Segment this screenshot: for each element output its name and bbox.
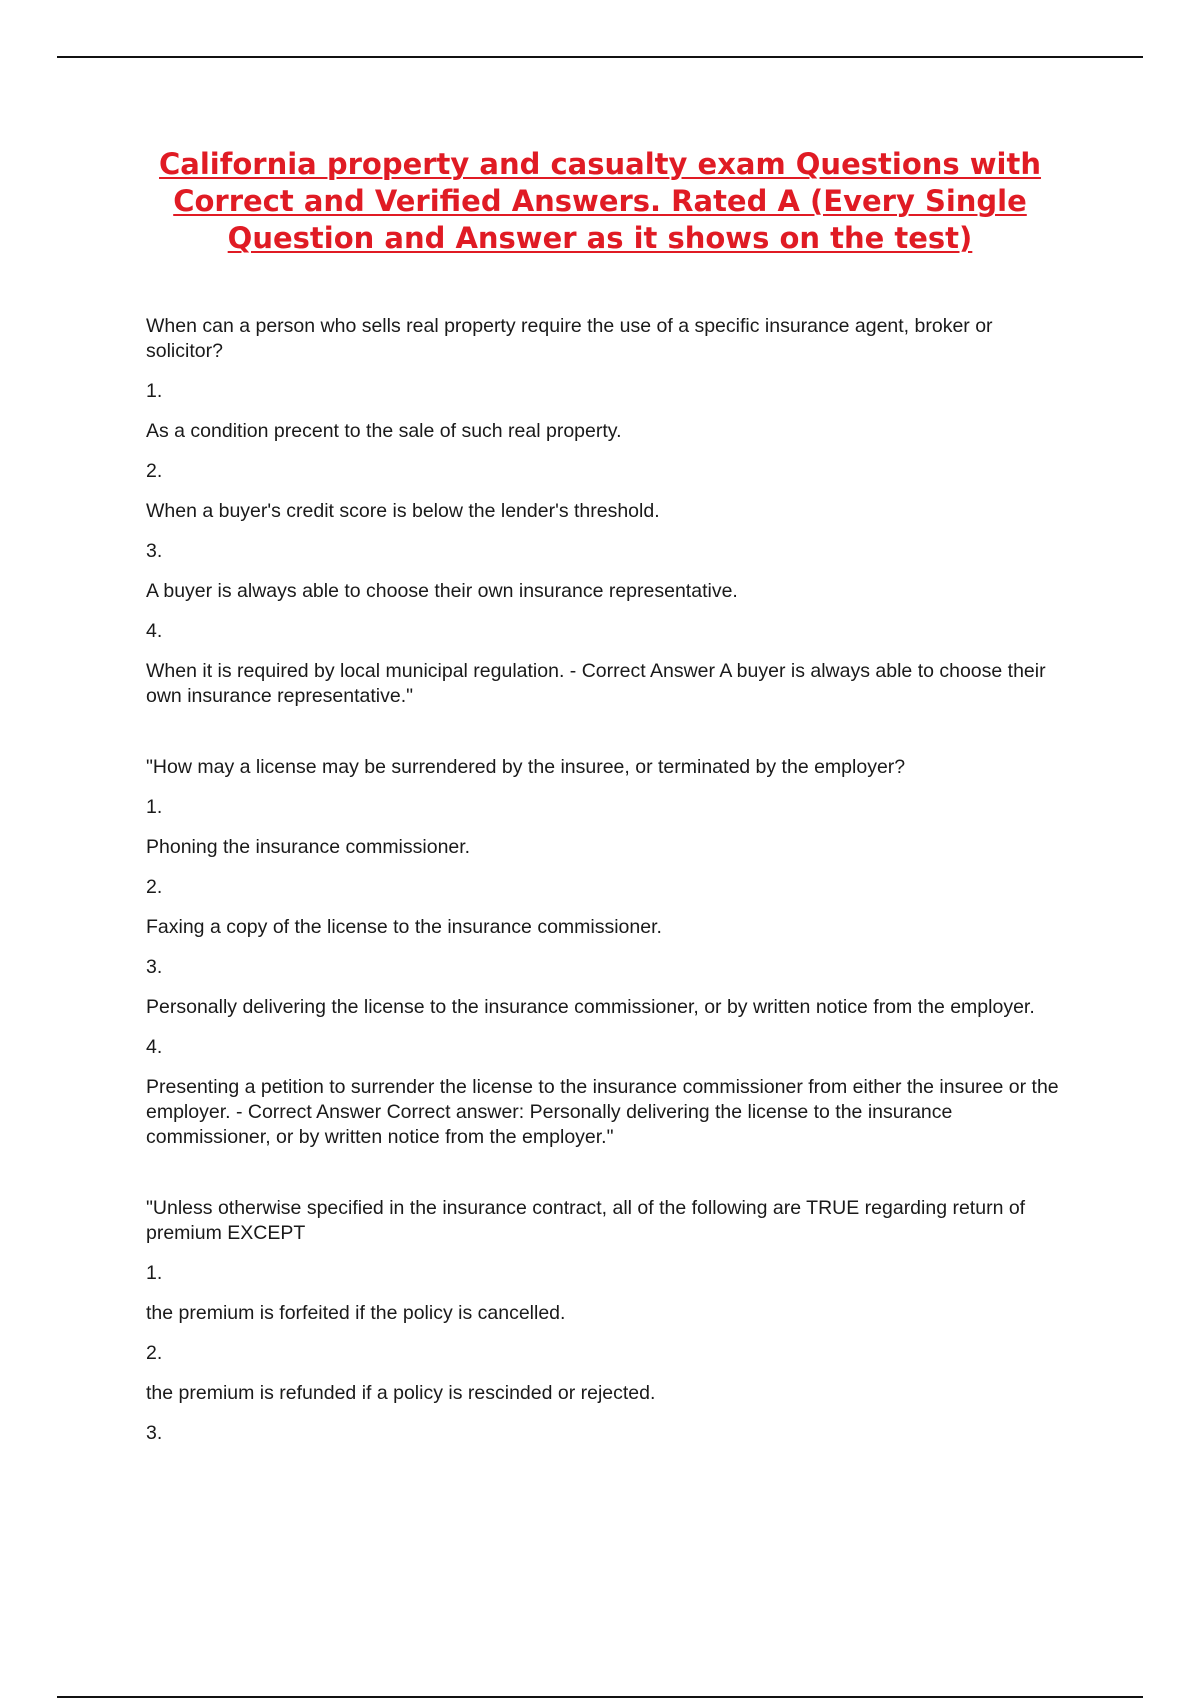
question-block	[146, 314, 1066, 709]
option-number: 3.	[146, 1422, 163, 1444]
question-block	[146, 1196, 1066, 1446]
question-block	[146, 755, 1066, 1150]
bottom-divider	[57, 1696, 1143, 1698]
question-prompt: "Unless otherwise specified in the insurance contract, all of the following are TRUE regarding return of premium EXCEPT	[146, 1197, 1026, 1244]
option-text: Faxing a copy of the license to the insurance commissioner.	[146, 916, 662, 938]
option-number: 1.	[146, 796, 163, 818]
option-number: 4.	[146, 1036, 163, 1058]
option-text: When a buyer's credit score is below the lender's threshold.	[146, 500, 660, 522]
option-number: 1.	[146, 1262, 163, 1284]
option-number: 3.	[146, 540, 163, 562]
option-number: 4.	[146, 620, 163, 642]
document-title: California property and casualty exam Questions with Correct and Verified Answers. Rated A (Every Single Question and Answer as it shows on the test)	[159, 147, 1041, 255]
option-number: 1.	[146, 380, 163, 402]
option-text: As a condition precent to the sale of such real property.	[146, 420, 622, 442]
option-text: the premium is forfeited if the policy is cancelled.	[146, 1302, 566, 1324]
option-number: 2.	[146, 460, 163, 482]
questions-body	[146, 314, 1066, 1492]
option-text-with-answer: When it is required by local municipal regulation. - Correct Answer A buyer is always able to choose their own insurance representative."	[146, 660, 1046, 707]
option-number: 2.	[146, 1342, 163, 1364]
top-divider	[57, 56, 1143, 58]
option-text: Personally delivering the license to the insurance commissioner, or by written notice from the employer.	[146, 996, 1035, 1018]
option-number: 3.	[146, 956, 163, 978]
option-text: A buyer is always able to choose their own insurance representative.	[146, 580, 738, 602]
option-number: 2.	[146, 876, 163, 898]
question-prompt: When can a person who sells real property require the use of a specific insurance agent, broker or solicitor?	[146, 315, 993, 362]
option-text: the premium is refunded if a policy is rescinded or rejected.	[146, 1382, 656, 1404]
question-prompt: "How may a license may be surrendered by the insuree, or terminated by the employer?	[146, 756, 906, 778]
option-text: Phoning the insurance commissioner.	[146, 836, 471, 858]
option-text-with-answer: Presenting a petition to surrender the license to the insurance commissioner from either the insuree or the employer. - Correct Answer Correct answer: Personally delivering the license to the insurance commissioner, or by written notice from the employer."	[146, 1076, 1059, 1148]
